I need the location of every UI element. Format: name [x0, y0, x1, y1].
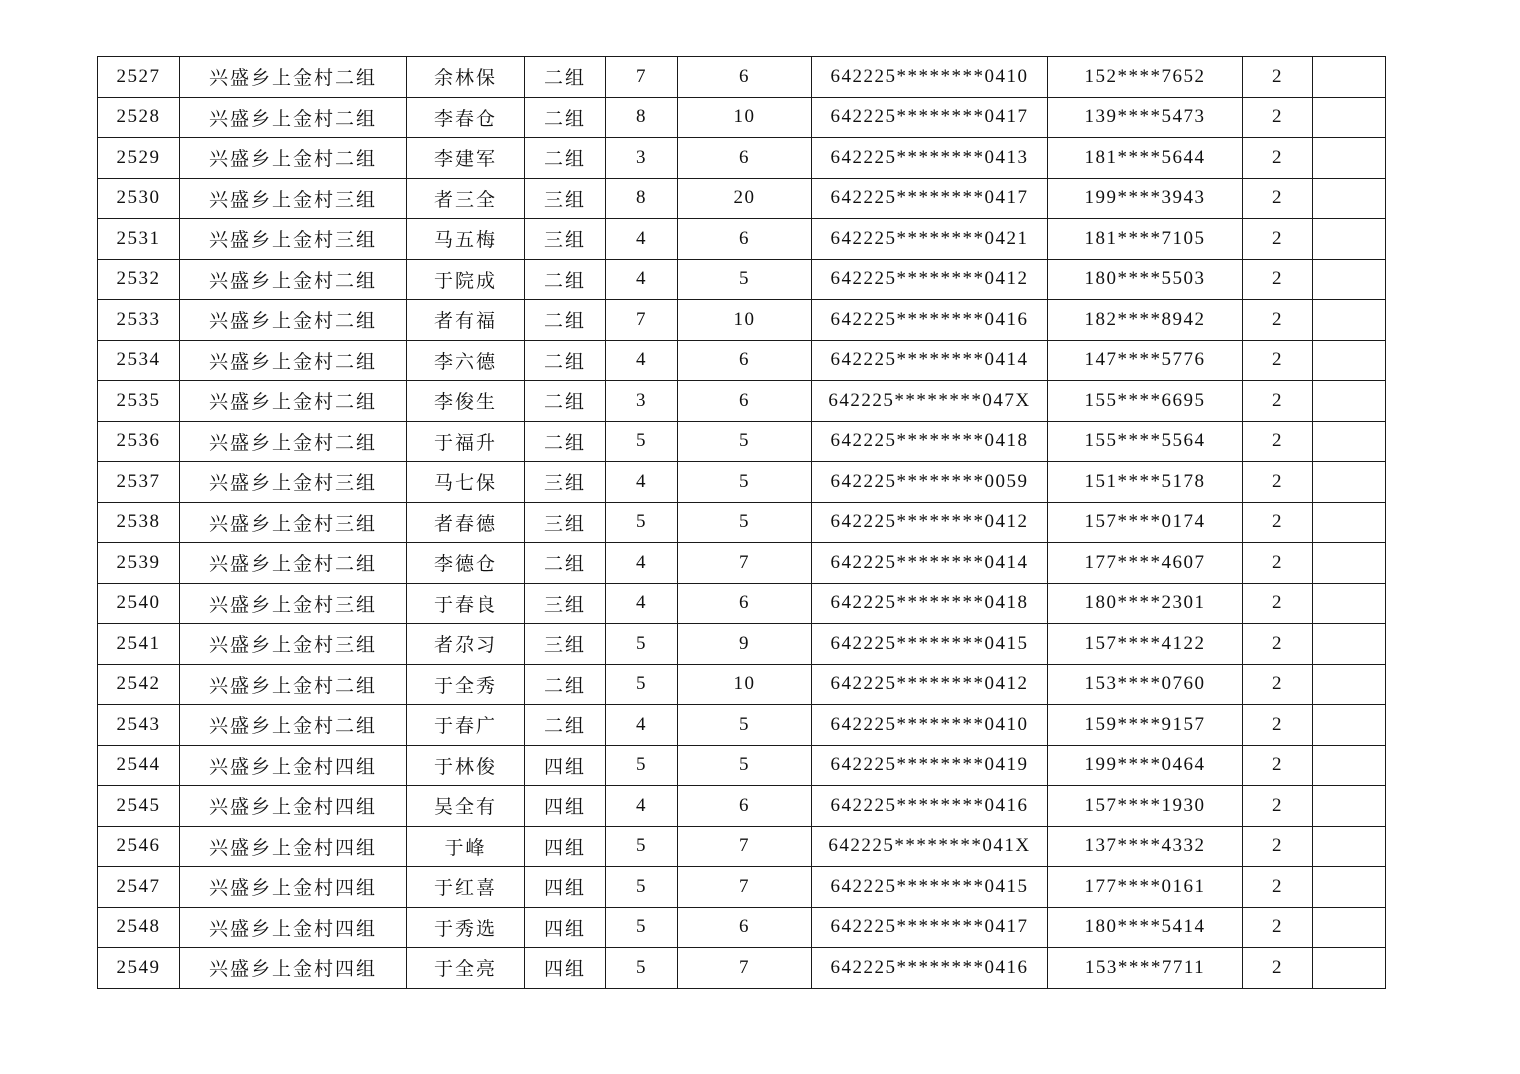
cell-col5: 7: [606, 300, 678, 341]
table-body: [98, 57, 1386, 989]
cell-id-number: 642225********041X: [812, 826, 1048, 867]
cell-col5: 7: [606, 57, 678, 98]
cell-name: 李春仓: [407, 97, 525, 138]
cell-address: 兴盛乡上金村三组: [180, 624, 407, 665]
cell-col10: [1313, 421, 1386, 462]
cell-name: 吴全有: [407, 786, 525, 827]
cell-address: 兴盛乡上金村二组: [180, 259, 407, 300]
cell-col10: [1313, 826, 1386, 867]
cell-col5: 5: [606, 624, 678, 665]
cell-id-number: 642225********0415: [812, 624, 1048, 665]
cell-phone: 159****9157: [1048, 705, 1243, 746]
cell-col6: 5: [678, 259, 812, 300]
cell-seq: 2529: [98, 138, 180, 179]
cell-name: 者春德: [407, 502, 525, 543]
table-row: [98, 340, 1386, 381]
table-row: [98, 786, 1386, 827]
cell-col10: [1313, 705, 1386, 746]
cell-address: 兴盛乡上金村二组: [180, 381, 407, 422]
cell-name: 李俊生: [407, 381, 525, 422]
cell-id-number: 642225********0421: [812, 219, 1048, 260]
cell-col5: 4: [606, 259, 678, 300]
cell-col9: 2: [1243, 178, 1313, 219]
data-table: [97, 56, 1386, 989]
cell-id-number: 642225********0414: [812, 340, 1048, 381]
cell-address: 兴盛乡上金村四组: [180, 907, 407, 948]
cell-phone: 155****6695: [1048, 381, 1243, 422]
cell-col9: 2: [1243, 340, 1313, 381]
table-row: [98, 259, 1386, 300]
cell-name: 于院成: [407, 259, 525, 300]
table-row: [98, 583, 1386, 624]
cell-col6: 10: [678, 300, 812, 341]
cell-seq: 2543: [98, 705, 180, 746]
cell-col10: [1313, 178, 1386, 219]
cell-phone: 182****8942: [1048, 300, 1243, 341]
cell-col9: 2: [1243, 705, 1313, 746]
cell-col6: 7: [678, 826, 812, 867]
cell-seq: 2528: [98, 97, 180, 138]
cell-col10: [1313, 97, 1386, 138]
cell-phone: 153****7711: [1048, 948, 1243, 989]
cell-id-number: 642225********0415: [812, 867, 1048, 908]
cell-address: 兴盛乡上金村三组: [180, 219, 407, 260]
cell-col10: [1313, 57, 1386, 98]
cell-col9: 2: [1243, 948, 1313, 989]
cell-id-number: 642225********0417: [812, 97, 1048, 138]
table-row: [98, 705, 1386, 746]
cell-group: 三组: [525, 502, 606, 543]
cell-address: 兴盛乡上金村三组: [180, 583, 407, 624]
cell-col9: 2: [1243, 786, 1313, 827]
cell-address: 兴盛乡上金村二组: [180, 57, 407, 98]
cell-col9: 2: [1243, 219, 1313, 260]
cell-phone: 177****0161: [1048, 867, 1243, 908]
table-row: [98, 138, 1386, 179]
cell-address: 兴盛乡上金村二组: [180, 97, 407, 138]
cell-name: 者有福: [407, 300, 525, 341]
table-row: [98, 907, 1386, 948]
cell-group: 四组: [525, 745, 606, 786]
cell-seq: 2545: [98, 786, 180, 827]
table-row: [98, 502, 1386, 543]
cell-name: 李建军: [407, 138, 525, 179]
cell-col9: 2: [1243, 259, 1313, 300]
table-row: [98, 745, 1386, 786]
cell-name: 者尕习: [407, 624, 525, 665]
cell-col10: [1313, 867, 1386, 908]
cell-col9: 2: [1243, 462, 1313, 503]
cell-col10: [1313, 502, 1386, 543]
cell-group: 二组: [525, 705, 606, 746]
cell-col9: 2: [1243, 300, 1313, 341]
cell-col6: 6: [678, 786, 812, 827]
cell-name: 马五梅: [407, 219, 525, 260]
cell-col6: 20: [678, 178, 812, 219]
cell-phone: 147****5776: [1048, 340, 1243, 381]
cell-address: 兴盛乡上金村四组: [180, 786, 407, 827]
cell-col10: [1313, 624, 1386, 665]
cell-col5: 8: [606, 97, 678, 138]
cell-id-number: 642225********0412: [812, 259, 1048, 300]
cell-col5: 5: [606, 421, 678, 462]
cell-col10: [1313, 786, 1386, 827]
cell-name: 于全亮: [407, 948, 525, 989]
cell-address: 兴盛乡上金村二组: [180, 705, 407, 746]
cell-id-number: 642225********0417: [812, 907, 1048, 948]
cell-col6: 5: [678, 502, 812, 543]
cell-col6: 6: [678, 57, 812, 98]
cell-id-number: 642225********0418: [812, 583, 1048, 624]
cell-seq: 2530: [98, 178, 180, 219]
cell-col5: 3: [606, 381, 678, 422]
cell-id-number: 642225********047X: [812, 381, 1048, 422]
cell-col6: 7: [678, 948, 812, 989]
cell-col5: 5: [606, 867, 678, 908]
cell-group: 二组: [525, 300, 606, 341]
cell-col10: [1313, 664, 1386, 705]
cell-col10: [1313, 948, 1386, 989]
table-row: [98, 664, 1386, 705]
cell-col9: 2: [1243, 867, 1313, 908]
cell-col6: 5: [678, 462, 812, 503]
cell-seq: 2542: [98, 664, 180, 705]
cell-seq: 2532: [98, 259, 180, 300]
cell-name: 于全秀: [407, 664, 525, 705]
cell-col5: 8: [606, 178, 678, 219]
cell-col9: 2: [1243, 664, 1313, 705]
cell-col9: 2: [1243, 543, 1313, 584]
cell-col9: 2: [1243, 97, 1313, 138]
cell-phone: 137****4332: [1048, 826, 1243, 867]
cell-phone: 153****0760: [1048, 664, 1243, 705]
cell-id-number: 642225********0416: [812, 786, 1048, 827]
cell-col10: [1313, 583, 1386, 624]
cell-seq: 2541: [98, 624, 180, 665]
cell-col10: [1313, 138, 1386, 179]
cell-phone: 180****2301: [1048, 583, 1243, 624]
cell-phone: 181****5644: [1048, 138, 1243, 179]
cell-address: 兴盛乡上金村三组: [180, 502, 407, 543]
cell-address: 兴盛乡上金村三组: [180, 178, 407, 219]
cell-col5: 5: [606, 502, 678, 543]
cell-seq: 2538: [98, 502, 180, 543]
cell-col9: 2: [1243, 826, 1313, 867]
table-row: [98, 219, 1386, 260]
table-row: [98, 826, 1386, 867]
cell-col10: [1313, 300, 1386, 341]
cell-name: 于福升: [407, 421, 525, 462]
table-row: [98, 97, 1386, 138]
cell-phone: 177****4607: [1048, 543, 1243, 584]
cell-col6: 5: [678, 745, 812, 786]
cell-address: 兴盛乡上金村四组: [180, 948, 407, 989]
cell-group: 三组: [525, 219, 606, 260]
cell-col5: 5: [606, 826, 678, 867]
cell-col6: 6: [678, 340, 812, 381]
cell-group: 三组: [525, 178, 606, 219]
cell-phone: 199****0464: [1048, 745, 1243, 786]
cell-col6: 6: [678, 381, 812, 422]
cell-id-number: 642225********0059: [812, 462, 1048, 503]
cell-col10: [1313, 259, 1386, 300]
cell-col9: 2: [1243, 502, 1313, 543]
cell-id-number: 642225********0410: [812, 705, 1048, 746]
cell-phone: 157****0174: [1048, 502, 1243, 543]
cell-col5: 5: [606, 745, 678, 786]
cell-name: 马七保: [407, 462, 525, 503]
cell-name: 于春广: [407, 705, 525, 746]
cell-seq: 2549: [98, 948, 180, 989]
cell-col5: 4: [606, 543, 678, 584]
cell-name: 者三全: [407, 178, 525, 219]
cell-col5: 4: [606, 786, 678, 827]
cell-col9: 2: [1243, 745, 1313, 786]
cell-group: 四组: [525, 786, 606, 827]
cell-col9: 2: [1243, 138, 1313, 179]
cell-seq: 2535: [98, 381, 180, 422]
cell-group: 三组: [525, 583, 606, 624]
cell-col6: 6: [678, 907, 812, 948]
cell-col9: 2: [1243, 583, 1313, 624]
cell-group: 四组: [525, 948, 606, 989]
cell-address: 兴盛乡上金村二组: [180, 421, 407, 462]
cell-seq: 2540: [98, 583, 180, 624]
cell-address: 兴盛乡上金村二组: [180, 138, 407, 179]
cell-col6: 6: [678, 583, 812, 624]
cell-phone: 155****5564: [1048, 421, 1243, 462]
cell-phone: 152****7652: [1048, 57, 1243, 98]
cell-id-number: 642225********0412: [812, 502, 1048, 543]
cell-phone: 180****5414: [1048, 907, 1243, 948]
cell-address: 兴盛乡上金村四组: [180, 867, 407, 908]
cell-col6: 7: [678, 543, 812, 584]
cell-col6: 5: [678, 421, 812, 462]
cell-col6: 6: [678, 138, 812, 179]
cell-address: 兴盛乡上金村四组: [180, 745, 407, 786]
cell-col5: 4: [606, 340, 678, 381]
cell-col5: 5: [606, 907, 678, 948]
cell-group: 四组: [525, 826, 606, 867]
cell-col9: 2: [1243, 381, 1313, 422]
cell-col10: [1313, 462, 1386, 503]
cell-col10: [1313, 219, 1386, 260]
cell-group: 二组: [525, 543, 606, 584]
cell-address: 兴盛乡上金村二组: [180, 340, 407, 381]
cell-id-number: 642225********0416: [812, 948, 1048, 989]
cell-seq: 2527: [98, 57, 180, 98]
cell-group: 三组: [525, 624, 606, 665]
cell-group: 二组: [525, 97, 606, 138]
cell-seq: 2534: [98, 340, 180, 381]
cell-col9: 2: [1243, 421, 1313, 462]
cell-col6: 6: [678, 219, 812, 260]
cell-id-number: 642225********0410: [812, 57, 1048, 98]
cell-col6: 10: [678, 97, 812, 138]
cell-phone: 139****5473: [1048, 97, 1243, 138]
cell-col5: 5: [606, 948, 678, 989]
cell-group: 二组: [525, 340, 606, 381]
cell-group: 二组: [525, 381, 606, 422]
cell-phone: 180****5503: [1048, 259, 1243, 300]
cell-id-number: 642225********0413: [812, 138, 1048, 179]
cell-col10: [1313, 381, 1386, 422]
cell-col5: 5: [606, 664, 678, 705]
cell-id-number: 642225********0414: [812, 543, 1048, 584]
table-row: [98, 421, 1386, 462]
cell-id-number: 642225********0419: [812, 745, 1048, 786]
cell-col10: [1313, 340, 1386, 381]
table-row: [98, 543, 1386, 584]
cell-id-number: 642225********0418: [812, 421, 1048, 462]
cell-name: 李六德: [407, 340, 525, 381]
cell-col6: 9: [678, 624, 812, 665]
cell-group: 二组: [525, 664, 606, 705]
cell-seq: 2536: [98, 421, 180, 462]
cell-col10: [1313, 543, 1386, 584]
cell-group: 三组: [525, 462, 606, 503]
table-row: [98, 948, 1386, 989]
table-row: [98, 462, 1386, 503]
cell-seq: 2548: [98, 907, 180, 948]
cell-name: 于秀选: [407, 907, 525, 948]
cell-name: 余林保: [407, 57, 525, 98]
cell-address: 兴盛乡上金村二组: [180, 664, 407, 705]
cell-col9: 2: [1243, 907, 1313, 948]
cell-name: 于峰: [407, 826, 525, 867]
cell-name: 李德仓: [407, 543, 525, 584]
cell-group: 二组: [525, 57, 606, 98]
cell-group: 二组: [525, 421, 606, 462]
cell-col5: 4: [606, 219, 678, 260]
cell-seq: 2531: [98, 219, 180, 260]
cell-phone: 199****3943: [1048, 178, 1243, 219]
cell-col6: 10: [678, 664, 812, 705]
cell-col6: 5: [678, 705, 812, 746]
cell-phone: 157****4122: [1048, 624, 1243, 665]
cell-col10: [1313, 907, 1386, 948]
cell-id-number: 642225********0416: [812, 300, 1048, 341]
table-row: [98, 867, 1386, 908]
cell-seq: 2546: [98, 826, 180, 867]
cell-col5: 4: [606, 705, 678, 746]
table-row: [98, 178, 1386, 219]
cell-seq: 2533: [98, 300, 180, 341]
cell-id-number: 642225********0417: [812, 178, 1048, 219]
cell-id-number: 642225********0412: [812, 664, 1048, 705]
cell-col9: 2: [1243, 624, 1313, 665]
table-row: [98, 57, 1386, 98]
cell-group: 二组: [525, 259, 606, 300]
cell-col5: 4: [606, 462, 678, 503]
cell-group: 二组: [525, 138, 606, 179]
cell-seq: 2544: [98, 745, 180, 786]
cell-address: 兴盛乡上金村四组: [180, 826, 407, 867]
cell-col9: 2: [1243, 57, 1313, 98]
cell-col6: 7: [678, 867, 812, 908]
cell-phone: 157****1930: [1048, 786, 1243, 827]
cell-seq: 2537: [98, 462, 180, 503]
cell-name: 于春良: [407, 583, 525, 624]
table-row: [98, 300, 1386, 341]
cell-address: 兴盛乡上金村二组: [180, 300, 407, 341]
cell-phone: 181****7105: [1048, 219, 1243, 260]
cell-address: 兴盛乡上金村三组: [180, 462, 407, 503]
cell-address: 兴盛乡上金村二组: [180, 543, 407, 584]
cell-group: 四组: [525, 867, 606, 908]
cell-col5: 3: [606, 138, 678, 179]
cell-name: 于林俊: [407, 745, 525, 786]
table-row: [98, 624, 1386, 665]
cell-seq: 2539: [98, 543, 180, 584]
cell-group: 四组: [525, 907, 606, 948]
cell-name: 于红喜: [407, 867, 525, 908]
cell-phone: 151****5178: [1048, 462, 1243, 503]
cell-seq: 2547: [98, 867, 180, 908]
cell-col5: 4: [606, 583, 678, 624]
table-row: [98, 381, 1386, 422]
cell-col10: [1313, 745, 1386, 786]
